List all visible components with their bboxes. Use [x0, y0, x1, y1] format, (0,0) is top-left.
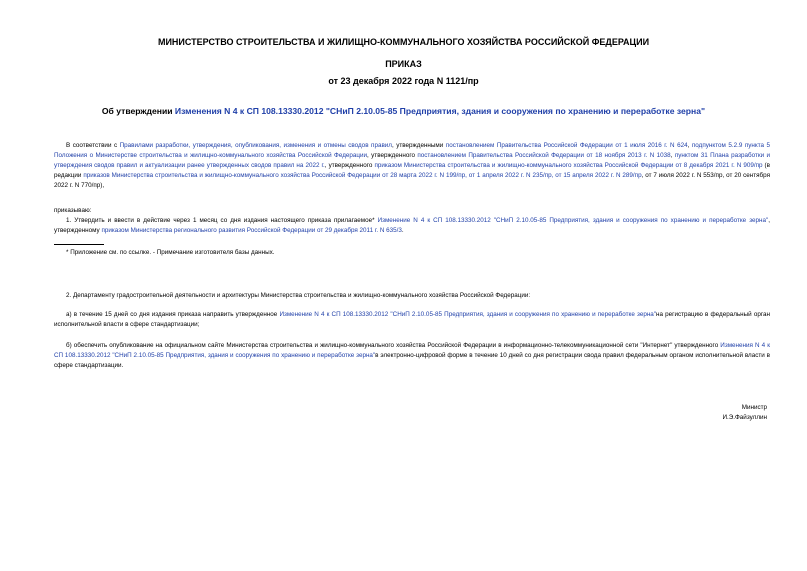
item-2b-text-1: б) обеспечить опубликование на официальном сайте Министерства строительства и жилищно-коммунального хозяйства Российской Федерации в информационно-телекоммуникационной сети "Интернет" утвержденного [66, 342, 721, 349]
item-2b-text-2: в электронно-цифровой форме в течение 10 дней со дня регистрации свода правил федеральным органом исполнительной власти в сфере стандартизации. [54, 352, 770, 369]
item-1-link-change[interactable]: Изменение N 4 к СП 108.13330.2012 "СНиП 2.10.05-85 Предприятия, здания и сооружения по хранению и переработке зерна" [377, 217, 769, 224]
item-1-text-3: . [401, 227, 404, 234]
item-2-text: 2. Департаменту градостроительной деятельности и архитектуры Министерства строительства и жилищно-коммунального хозяйства Российской Федерации: [66, 292, 531, 299]
doc-date-heading: от 23 декабря 2022 года N 1121/пр [328, 76, 479, 86]
item-2a-link-change[interactable]: Изменение N 4 к СП 108.13330.2012 "СНиП 2.10.05-85 Предприятия, здания и сооружения по хранению и переработке зерна" [279, 311, 657, 318]
order-word: приказываю: [54, 207, 92, 214]
document-title [0, 106, 807, 116]
item-2a-text-2: на регистрацию в федеральный орган исполнительной власти в сфере стандартизации; [54, 311, 770, 328]
preamble-text-4: , утвержденного [367, 152, 418, 159]
item-2a-paragraph [54, 310, 770, 330]
item-2b-paragraph [54, 341, 770, 371]
item-2a-text-1: а) в течение 15 дней со дня издания приказа направить утвержденное [66, 311, 280, 318]
ministry-heading: МИНИСТЕРСТВО СТРОИТЕЛЬСТВА И ЖИЛИЩНО-КОММУНАЛЬНОГО ХОЗЯЙСТВА РОССИЙСКОЙ ФЕДЕРАЦИИ [157, 37, 650, 47]
preamble-text-6: , утвержденного [324, 162, 375, 169]
preamble-link-resolution-1038[interactable]: постановлением Правительства Российской Федерации от 18 ноября 2013 г. N 1038 [417, 152, 671, 159]
preamble-text-7: (в редакции [54, 162, 770, 179]
preamble-text-2: , утвержденными [392, 142, 446, 149]
item-1-link-order-635[interactable]: приказом Министерства регионального развития Российской Федерации от 29 декабря 2011 г. N 635/3 [101, 227, 402, 234]
preamble-text-8: , от 7 июля 2022 г. N 553/пр, от 20 сентября 2022 г. N 770/пр), [54, 172, 770, 189]
preamble-link-resolution-624[interactable]: постановлением Правительства Российской Федерации от 1 июля 2016 г. N 624 [445, 142, 688, 149]
preamble-link-order-909[interactable]: приказом Министерства строительства и жилищно-коммунального хозяйства Российской Федерации от 8 декабря 2021 г. N 909/пр [374, 162, 763, 169]
preamble-paragraph [54, 141, 770, 191]
preamble-text-5: , [670, 152, 675, 159]
item-1-text-1: 1. Утвердить и ввести в действие через 1 месяц со дня издания настоящего приказа прилагаемое* [66, 217, 378, 224]
preamble-text-1: В соответствии с [66, 142, 120, 149]
signature-position: Министр [741, 404, 767, 411]
preamble-text-3: , [687, 142, 692, 149]
footnote-divider [54, 244, 104, 245]
item-1-text-2: , утвержденному [54, 217, 770, 234]
item-1-paragraph [54, 216, 770, 236]
preamble-link-orders-2022[interactable]: приказов Министерства строительства и жилищно-коммунального хозяйства Российской Федерации от 28 марта 2022 г. N 199/пр, от 1 апреля 2022 г. N 235/пр, от 15 апреля 2022 г. N 289/пр [83, 172, 642, 179]
item-2b-link-change[interactable]: Изменения N 4 к СП 108.13330.2012 "СНиП 2.10.05-85 Предприятия, здания и сооружения по хранению и переработке зерна" [54, 342, 770, 359]
preamble-link-plan[interactable]: пунктом 31 Плана разработки и утверждения сводов правил и актуализации ранее утвержденных сводов правил на 2022 г. [54, 152, 771, 169]
title-link[interactable]: Изменения N 4 к СП 108.13330.2012 "СНиП 2.10.05-85 Предприятия, здания и сооружения по хранению и переработке зерна" [174, 106, 706, 116]
preamble-link-rules[interactable]: Правилами разработки, утверждения, опубликования, изменения и отмены сводов правил [119, 142, 392, 149]
preamble-link-regulation[interactable]: подпунктом 5.2.9 пункта 5 Положения о Министерстве строительства и жилищно-коммунального хозяйства Российской Федерации [54, 142, 771, 159]
signature-name: И.Э.Файзуллин [722, 414, 767, 421]
doc-type-heading: ПРИКАЗ [385, 59, 422, 69]
title-prefix: Об утверждении [101, 106, 175, 116]
footnote-text: * Приложение см. по ссылке. - Примечание изготовителя базы данных. [66, 249, 275, 256]
